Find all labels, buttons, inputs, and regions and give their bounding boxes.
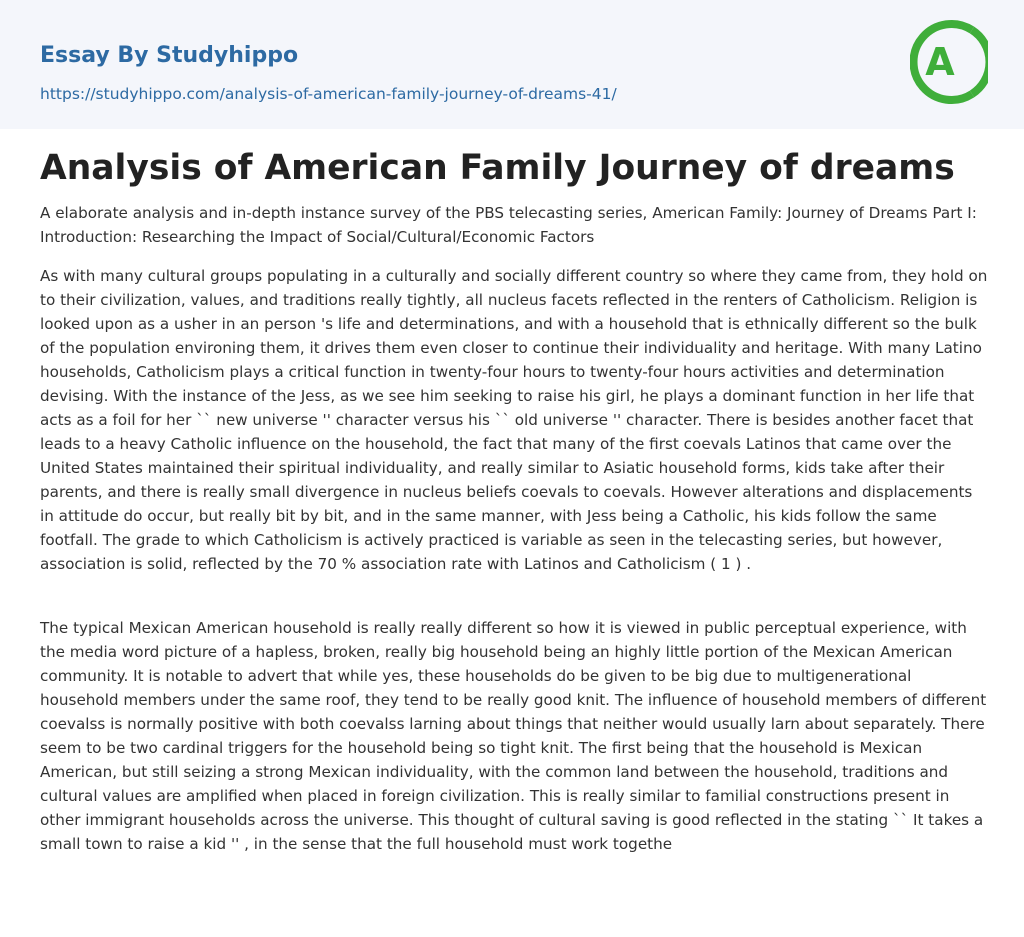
brand-title[interactable]: Essay By Studyhippo	[40, 43, 299, 68]
article-subtitle: A elaborate analysis and in-depth instance survey of the PBS telecasting series, American Family: Journey of Dreams Part I: Introduction: Researching the Impact of Social/Cultural/Economic Factors	[40, 204, 977, 246]
article-url-link[interactable]: https://studyhippo.com/analysis-of-american-family-journey-of-dreams-41/	[40, 85, 617, 103]
article-paragraph-1: As with many cultural groups populating in a culturally and socially different country so where they came from, they hold on to their civilization, values, and traditions really tightly, all nucleus facets reflected in the renters of Catholicism. Religion is looked upon as a usher in an person 's life and determinations, and with a household that is ethnically different so the bulk of the population environing them, it drives them even closer to continue their individuality and heritage. With many Latino households, Catholicism plays a critical function in twenty-four hours to twenty-four hours activities and determination devising. With the instance of the Jess, as we see him seeking to raise his girl, he plays a dominant function in her life that acts as a foil for her `` new universe '' character versus his `` old universe '' character. There is besides another facet that leads to a heavy Catholic influence on the household, the fact that many of the first coevals Latinos that came over the United States maintained their spiritual individuality, and really similar to Asiatic household forms, kids take after their parents, and there is really small divergence in nucleus beliefs coevals to coevals. However alterations and displacements in attitude do occur, but really bit by bit, and in the same manner, with Jess being a Catholic, his kids follow the same footfall. The grade to which Catholicism is actively practiced is variable as seen in the telecasting series, but however, association is solid, reflected by the 70 % association rate with Latinos and Catholicism ( 1 ) .	[40, 267, 988, 573]
logo-letter: A	[925, 40, 955, 84]
article-paragraph-2: The typical Mexican American household is really really different so how it is viewed in public perceptual experience, with the media word picture of a hapless, broken, really big household being an highly little portion of the Mexican American community. It is notable to advert that while yes, these households do be given to be big due to multigenerational household members under the same roof, they tend to be really good knit. The influence of household members of different coevalss is normally positive with both coevalss larning about things that neither would usually larn about separately. There seem to be two cardinal triggers for the household being so tight knit. The first being that the household is Mexican American, but still seizing a strong Mexican individuality, with the common land between the household, traditions and cultural values are amplified when placed in foreign civilization. This is really similar to familial constructions present in other immigrant households across the universe. This thought of cultural saving is good reflected in the stating `` It takes a small town to raise a kid '' , in the sense that the full household must work togethe	[40, 619, 987, 853]
article-title: Analysis of American Family Journey of dreams	[40, 148, 955, 188]
